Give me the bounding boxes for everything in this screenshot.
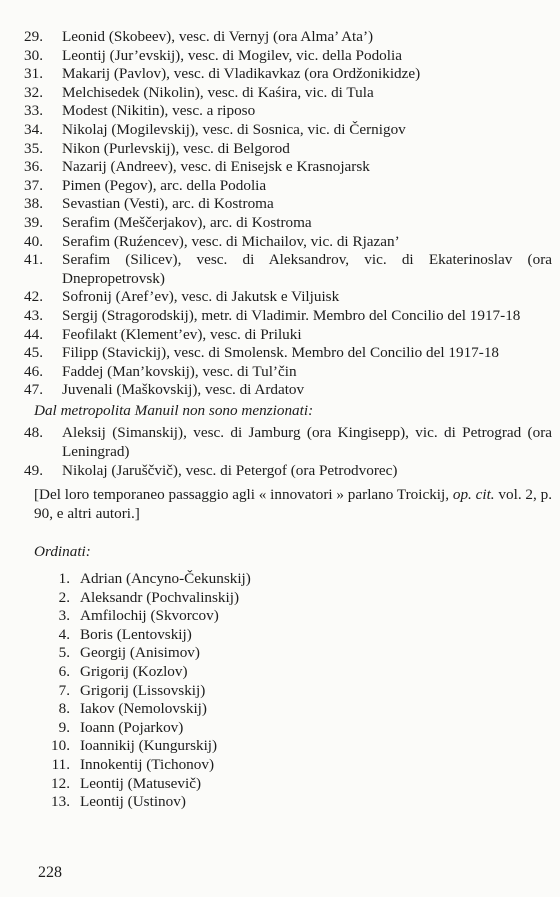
ordained-entry-item xyxy=(24,570,552,589)
ordained-entry-item-number: 3. xyxy=(58,607,70,625)
bishop-entry-item-number: 40. xyxy=(24,232,43,250)
ordained-entry-item-text: Grigorij (Kozlov) xyxy=(80,663,188,680)
bishop-entry-item xyxy=(24,307,552,326)
ordained-entry-item xyxy=(24,589,552,608)
note-text-before: [Del loro temporaneo passaggio agli « innovatori » parlano Troickij, xyxy=(34,486,453,504)
bishop-entry-item-number: 42. xyxy=(24,288,43,306)
bishop-entry-item xyxy=(24,158,552,177)
bishop-entry-item xyxy=(24,28,552,47)
ordained-entry-item-number: 13. xyxy=(51,793,70,811)
bishop-entry-item xyxy=(24,381,552,400)
bishop-entry-item-text: Leontij (Jur’evskij), vesc. di Mogilev, vic. della Podolia xyxy=(62,46,402,64)
bishop-entry-item xyxy=(24,65,552,84)
bishop-entry-item-number: 32. xyxy=(24,83,43,101)
ordained-list xyxy=(24,570,552,812)
bishop-entry-item-number: 49. xyxy=(24,461,43,479)
bishop-entry-item xyxy=(24,233,552,252)
bishop-entry-item-text: Sofronij (Aref’ev), vesc. di Jakutsk e Viljuisk xyxy=(62,288,340,306)
bishop-entry-item xyxy=(24,344,552,363)
bishop-entry-item-text: Modest (Nikitin), vesc. a riposo xyxy=(62,102,256,120)
bishop-entry-item xyxy=(24,288,552,307)
bishop-entry-item-text: Sergij (Stragorodskij), metr. di Vladimir. Membro del Concilio del 1917-18 xyxy=(62,306,521,324)
bishop-entry-item-text: Nikolaj (Jaruščvič), vesc. di Petergof (ora Petrodvorec) xyxy=(62,461,398,479)
ordained-entry-item xyxy=(24,663,552,682)
ordained-entry-item xyxy=(24,756,552,775)
bishop-entry-item-number: 31. xyxy=(24,65,43,83)
ordained-entry-item-number: 12. xyxy=(51,774,70,792)
bishop-entry-item xyxy=(24,251,552,288)
bishops-list xyxy=(24,28,552,812)
ordained-entry-item-number: 5. xyxy=(58,644,70,662)
ordained-entry-item xyxy=(24,793,552,812)
bishop-entry-item-text: Faddej (Man’kovskij), vesc. di Tul’čin xyxy=(62,362,297,380)
bishop-entry-item xyxy=(24,462,552,481)
ordained-entry-item-text: Ioann (Pojarkov) xyxy=(80,718,184,736)
bishop-entry-item-text: Melchisedek (Nikolin), vesc. di Kaśira, vic. di Tula xyxy=(62,83,374,101)
bishop-entry-item-text: Juvenali (Maškovskij), vesc. di Ardatov xyxy=(62,381,305,399)
bishop-entry-item xyxy=(24,326,552,345)
bracketed-note xyxy=(34,486,552,523)
ordained-entry-item-number: 1. xyxy=(58,570,70,588)
ordained-entry-item-text: Aleksandr (Pochvalinskij) xyxy=(80,588,240,606)
ordained-entry-item-text: Adrian (Ancyno-Čekunskij) xyxy=(80,570,251,588)
ordained-entry-item xyxy=(24,719,552,738)
bishop-entry-item xyxy=(24,84,552,103)
ordained-entry-item-text: Amfilochij (Skvorcov) xyxy=(80,607,219,625)
ordained-entry-item xyxy=(24,775,552,794)
bishop-entry-item-number: 37. xyxy=(24,176,43,194)
bishop-entry-item xyxy=(24,140,552,159)
bishop-entry-item xyxy=(24,424,552,461)
bishop-entry-item-text: Nikolaj (Mogilevskij), vesc. di Sosnica, vic. di Černigov xyxy=(62,120,406,138)
ordained-entry-item-text: Innokentij (Tichonov) xyxy=(80,755,215,773)
ordained-entry-item-text: Grigorij (Lissovskij) xyxy=(80,681,206,699)
ordained-entry-item-number: 9. xyxy=(58,718,70,736)
ordained-entry-item xyxy=(24,737,552,756)
ordained-entry-item xyxy=(24,607,552,626)
bishop-entry-item-number: 34. xyxy=(24,120,43,138)
note-citation: op. cit. xyxy=(452,486,495,504)
ordained-entry-item-text: Leontij (Matusevič) xyxy=(80,774,202,792)
ordained-entry-item-text: Georgij (Anisimov) xyxy=(80,644,200,662)
bishop-entry-item-text: Serafim (Ruźencev), vesc. di Michailov, vic. di Rjazan’ xyxy=(62,232,400,250)
bishop-entry-item-number: 30. xyxy=(24,46,43,64)
bishop-entry-item-number: 44. xyxy=(24,325,43,343)
bishop-entry-item-number: 33. xyxy=(24,102,43,120)
ordained-entry-item-text: Boris (Lentovskij) xyxy=(80,625,192,643)
bishop-entry-item-text: Leonid (Skobeev), vesc. di Vernyj (ora Alma’ Ata’) xyxy=(62,28,374,45)
ordained-entry-item-number: 8. xyxy=(58,700,70,718)
section-heading-ordained: Ordinati: xyxy=(34,543,91,561)
ordained-entry-item-number: 2. xyxy=(58,588,70,606)
bishop-entry-item-number: 35. xyxy=(24,139,43,157)
bishop-entry-item xyxy=(24,121,552,140)
bishop-entry-item-text: Sevastian (Vesti), arc. di Kostroma xyxy=(62,195,274,213)
ordained-entry-item-number: 11. xyxy=(51,755,70,773)
bishop-entry-item xyxy=(24,177,552,196)
bishop-entry-item-text: Makarij (Pavlov), vesc. di Vladikavkaz (ora Ordžonikidze) xyxy=(62,65,421,83)
page-number: 228 xyxy=(38,864,62,881)
bishop-entry-item-text: Nikon (Purlevskij), vesc. di Belgorod xyxy=(62,139,290,157)
section-heading-not-mentioned: Dal metropolita Manuil non sono menzionati: xyxy=(34,401,314,419)
bishop-entry-item-text: Nazarij (Andreev), vesc. di Enisejsk e Krasnojarsk xyxy=(62,158,370,176)
bishop-entry-item-text: Pimen (Pegov), arc. della Podolia xyxy=(62,176,267,194)
ordained-entry-item xyxy=(24,682,552,701)
bishop-entry-item xyxy=(24,363,552,382)
bishops-list-part-a xyxy=(24,28,552,400)
bishop-entry-item-number: 41. xyxy=(24,251,43,269)
bishop-entry-item-number: 43. xyxy=(24,306,43,324)
bishop-entry-item-number: 47. xyxy=(24,381,43,399)
ordained-entry-item xyxy=(24,700,552,719)
bishop-entry-item-number: 36. xyxy=(24,158,43,176)
bishop-entry-item xyxy=(24,47,552,66)
ordained-entry-item-number: 7. xyxy=(58,681,70,699)
ordained-entry-item-text: Iakov (Nemolovskij) xyxy=(80,700,207,718)
ordained-entry-item-text: Leontij (Ustinov) xyxy=(80,793,186,811)
bishop-entry-item-text: Feofilakt (Klement’ev), vesc. di Priluki xyxy=(62,325,302,343)
ordained-entry-item-number: 4. xyxy=(58,625,70,643)
bishop-entry-item-text: Serafim (Meščerjakov), arc. di Kostroma xyxy=(62,213,312,231)
bishop-entry-item-text: Serafim (Silicev), vesc. di Aleksandrov, vic. di Ekaterinoslav (ora Dnepropetrovsk) xyxy=(62,251,552,287)
bishop-entry-item-number: 29. xyxy=(24,28,43,45)
bishop-entry-item-number: 46. xyxy=(24,362,43,380)
bishops-list-part-b xyxy=(24,424,552,480)
bishop-entry-item xyxy=(24,102,552,121)
bishop-entry-item-number: 48. xyxy=(24,424,43,442)
bishop-entry-item-number: 38. xyxy=(24,195,43,213)
ordained-entry-item xyxy=(24,626,552,645)
ordained-entry-item xyxy=(24,644,552,663)
ordained-entry-item-number: 6. xyxy=(58,663,70,680)
ordained-entry-item-text: Ioannikij (Kungurskij) xyxy=(80,737,218,755)
bishop-entry-item xyxy=(24,195,552,214)
ordained-entry-item-number: 10. xyxy=(51,737,70,755)
bishop-entry-item-number: 39. xyxy=(24,213,43,231)
note-text-after: vol. 2, p. 90, e altri autori.] xyxy=(34,486,552,522)
bishop-entry-item-text: Filipp (Stavickij), vesc. di Smolensk. Membro del Concilio del 1917-18 xyxy=(62,344,500,362)
bishop-entry-item xyxy=(24,214,552,233)
bishop-entry-item-number: 45. xyxy=(24,344,43,362)
bishop-entry-item-text: Aleksij (Simanskij), vesc. di Jamburg (ora Kingisepp), vic. di Petrograd (ora Leningrad) xyxy=(62,424,552,461)
